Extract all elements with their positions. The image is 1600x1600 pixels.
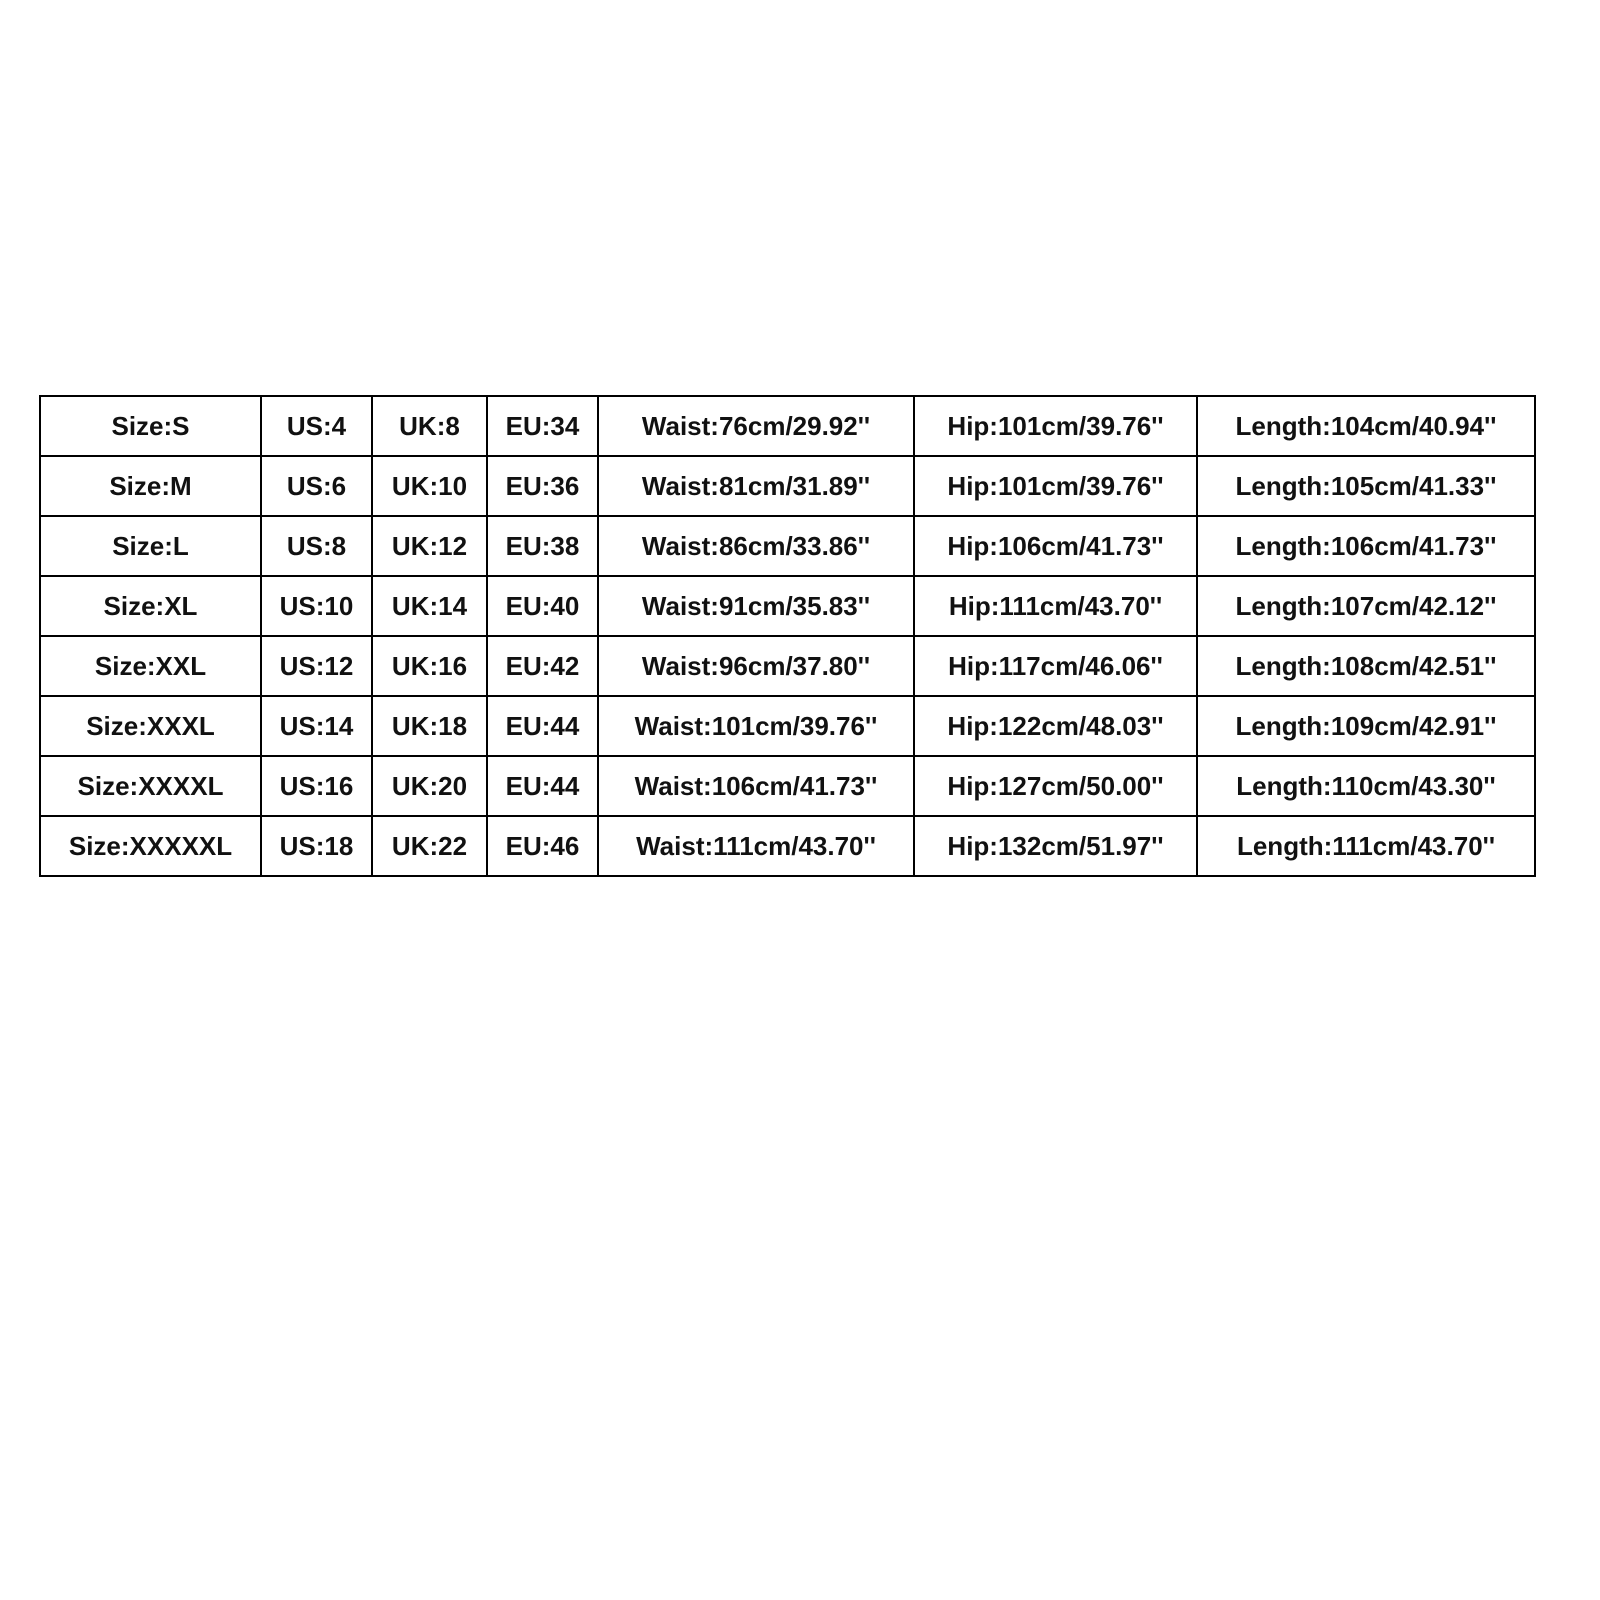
waist-cell: Waist:86cm/33.86'' [598, 516, 914, 576]
us-size-cell: US:16 [261, 756, 372, 816]
eu-size-cell: EU:44 [487, 696, 598, 756]
hip-cell: Hip:111cm/43.70'' [914, 576, 1197, 636]
waist-cell: Waist:76cm/29.92'' [598, 396, 914, 456]
uk-size-cell: UK:14 [372, 576, 487, 636]
eu-size-cell: EU:34 [487, 396, 598, 456]
size-cell: Size:XXL [40, 636, 261, 696]
waist-cell: Waist:106cm/41.73'' [598, 756, 914, 816]
waist-cell: Waist:111cm/43.70'' [598, 816, 914, 876]
eu-size-cell: EU:40 [487, 576, 598, 636]
us-size-cell: US:4 [261, 396, 372, 456]
length-cell: Length:106cm/41.73'' [1197, 516, 1535, 576]
hip-cell: Hip:127cm/50.00'' [914, 756, 1197, 816]
size-cell: Size:S [40, 396, 261, 456]
hip-cell: Hip:117cm/46.06'' [914, 636, 1197, 696]
size-chart-body [40, 396, 1535, 876]
size-cell: Size:XXXL [40, 696, 261, 756]
uk-size-cell: UK:20 [372, 756, 487, 816]
eu-size-cell: EU:44 [487, 756, 598, 816]
table-row [40, 636, 1535, 696]
hip-cell: Hip:132cm/51.97'' [914, 816, 1197, 876]
length-cell: Length:104cm/40.94'' [1197, 396, 1535, 456]
table-row [40, 396, 1535, 456]
length-cell: Length:108cm/42.51'' [1197, 636, 1535, 696]
table-row [40, 516, 1535, 576]
hip-cell: Hip:106cm/41.73'' [914, 516, 1197, 576]
hip-cell: Hip:122cm/48.03'' [914, 696, 1197, 756]
uk-size-cell: UK:8 [372, 396, 487, 456]
uk-size-cell: UK:18 [372, 696, 487, 756]
waist-cell: Waist:96cm/37.80'' [598, 636, 914, 696]
waist-cell: Waist:101cm/39.76'' [598, 696, 914, 756]
us-size-cell: US:8 [261, 516, 372, 576]
table-row [40, 816, 1535, 876]
uk-size-cell: UK:12 [372, 516, 487, 576]
eu-size-cell: EU:38 [487, 516, 598, 576]
size-chart-table [39, 395, 1536, 877]
table-row [40, 456, 1535, 516]
uk-size-cell: UK:16 [372, 636, 487, 696]
size-cell: Size:L [40, 516, 261, 576]
us-size-cell: US:10 [261, 576, 372, 636]
length-cell: Length:109cm/42.91'' [1197, 696, 1535, 756]
uk-size-cell: UK:10 [372, 456, 487, 516]
size-cell: Size:M [40, 456, 261, 516]
uk-size-cell: UK:22 [372, 816, 487, 876]
eu-size-cell: EU:46 [487, 816, 598, 876]
size-cell: Size:XXXXXL [40, 816, 261, 876]
hip-cell: Hip:101cm/39.76'' [914, 396, 1197, 456]
waist-cell: Waist:81cm/31.89'' [598, 456, 914, 516]
eu-size-cell: EU:36 [487, 456, 598, 516]
us-size-cell: US:6 [261, 456, 372, 516]
size-cell: Size:XL [40, 576, 261, 636]
table-row [40, 576, 1535, 636]
hip-cell: Hip:101cm/39.76'' [914, 456, 1197, 516]
eu-size-cell: EU:42 [487, 636, 598, 696]
waist-cell: Waist:91cm/35.83'' [598, 576, 914, 636]
size-cell: Size:XXXXL [40, 756, 261, 816]
us-size-cell: US:18 [261, 816, 372, 876]
table-row [40, 696, 1535, 756]
length-cell: Length:110cm/43.30'' [1197, 756, 1535, 816]
table-row [40, 756, 1535, 816]
us-size-cell: US:14 [261, 696, 372, 756]
us-size-cell: US:12 [261, 636, 372, 696]
length-cell: Length:107cm/42.12'' [1197, 576, 1535, 636]
length-cell: Length:111cm/43.70'' [1197, 816, 1535, 876]
length-cell: Length:105cm/41.33'' [1197, 456, 1535, 516]
